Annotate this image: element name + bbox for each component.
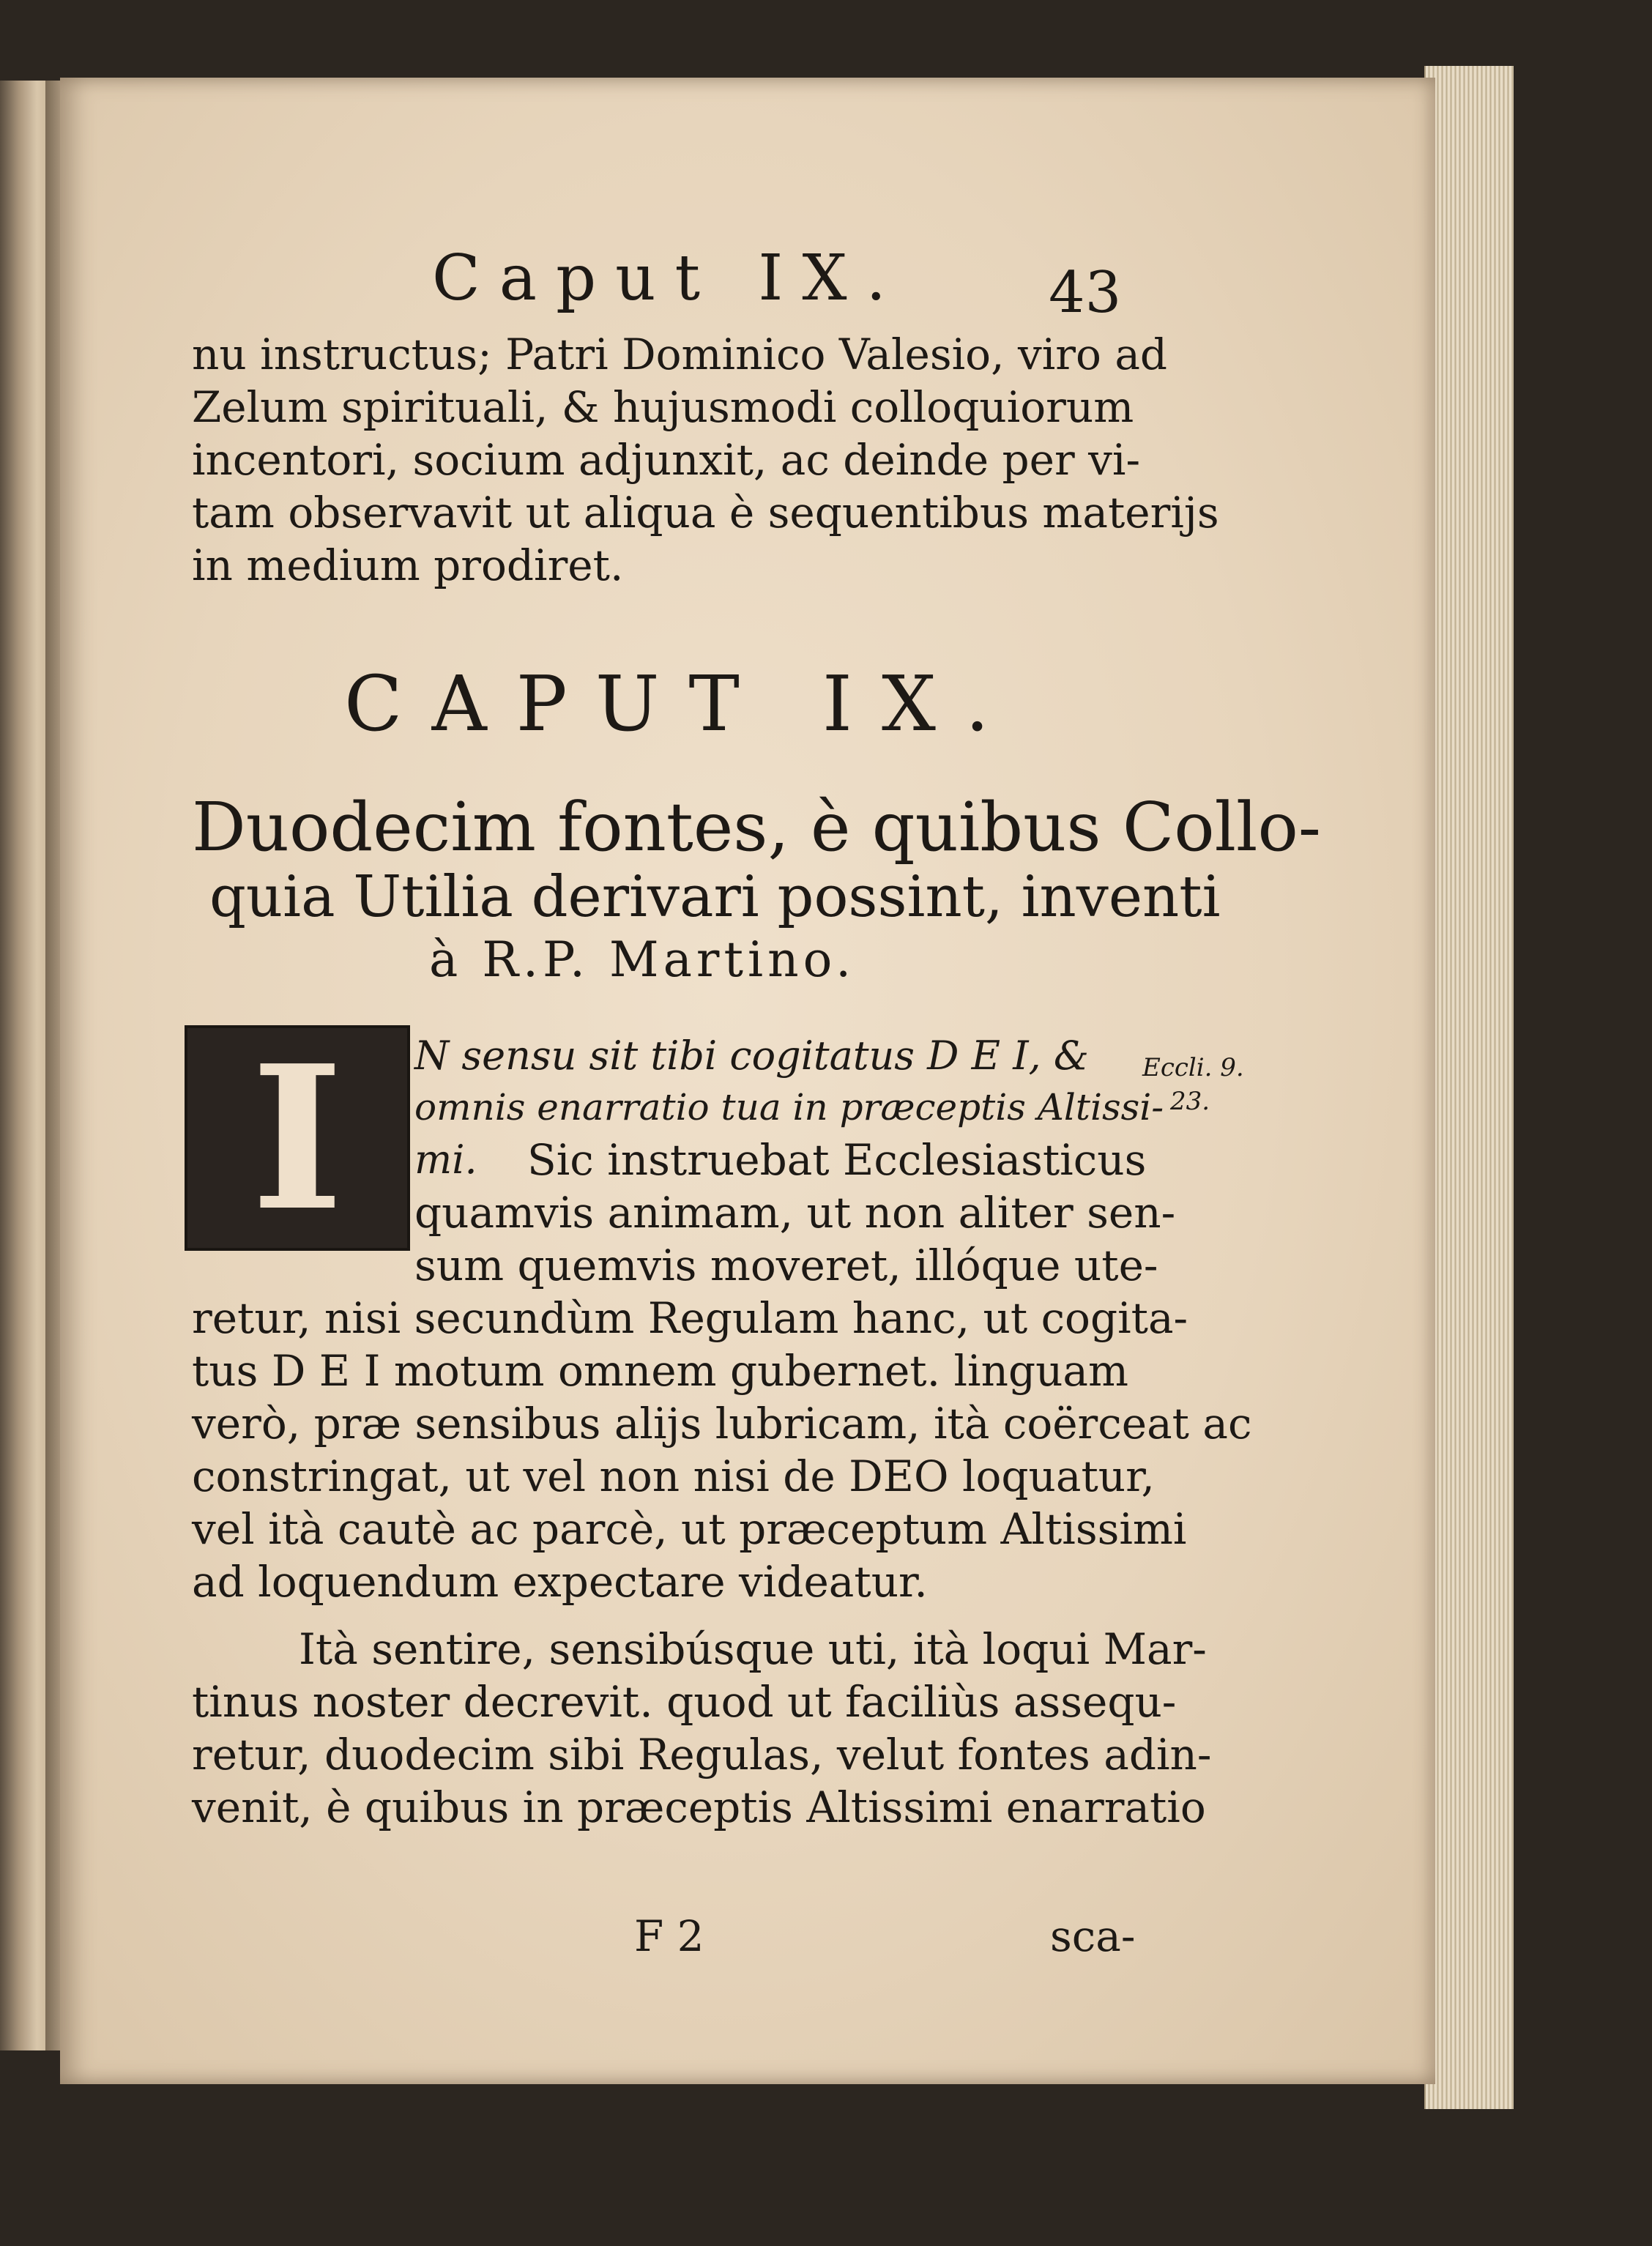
body-line: vel ità cautè ac parcè, ut præceptum Altissimi <box>192 1504 1187 1554</box>
chapter-heading: CAPUT IX. <box>344 659 1019 748</box>
body-line: quamvis animam, ut non aliter sen- <box>414 1188 1176 1238</box>
chapter-subtitle-line: Duodecim fontes, è quibus Collo- <box>192 788 1321 866</box>
continued-line: in medium prodiret. <box>192 540 624 590</box>
continued-line: tam observavit ut aliqua è sequentibus materijs <box>192 488 1219 538</box>
margin-reference: 23. <box>1170 1087 1210 1116</box>
body-line: Sic instruebat Ecclesiasticus <box>527 1135 1147 1185</box>
italic-line: omnis enarratio tua in præceptis Altissi- <box>414 1086 1164 1128</box>
decorated-initial <box>185 1022 410 1254</box>
body-line: retur, duodecim sibi Regulas, velut fontes adin- <box>192 1730 1212 1780</box>
italic-line: mi. <box>414 1137 477 1183</box>
continued-line: nu instructus; Patri Dominico Valesio, viro ad <box>192 330 1168 379</box>
body-line: ad loquendum expectare videatur. <box>192 1557 928 1607</box>
italic-line: N sensu sit tibi cogitatus D E I, & <box>414 1033 1089 1079</box>
chapter-subtitle-line: à R.P. Martino. <box>429 932 856 988</box>
catchword: sca- <box>1050 1911 1136 1961</box>
body-line: Ità sentire, sensibúsque uti, ità loqui Mar- <box>299 1624 1207 1674</box>
chapter-subtitle-line: quia Utilia derivari possint, inventi <box>209 864 1221 930</box>
body-line: sum quemvis moveret, illóque ute- <box>414 1241 1158 1290</box>
body-line: tinus noster decrevit. quod ut faciliùs assequ- <box>192 1677 1177 1727</box>
signature-mark: F 2 <box>634 1911 704 1961</box>
continued-line: Zelum spirituali, & hujusmodi colloquiorum <box>192 382 1134 432</box>
body-line: venit, è quibus in præceptis Altissimi enarratio <box>192 1782 1206 1832</box>
margin-reference: Eccli. 9. <box>1142 1053 1244 1082</box>
page-number: 43 <box>1049 260 1122 326</box>
drop-cap-letter: I <box>250 1022 344 1254</box>
body-line: verò, præ sensibus alijs lubricam, ità coërceat ac <box>192 1399 1252 1449</box>
body-line: constringat, ut vel non nisi de DEO loquatur, <box>192 1451 1155 1501</box>
page-block-edge <box>1424 66 1514 2109</box>
running-head-title: Caput IX. <box>432 242 905 315</box>
body-line: retur, nisi secundùm Regulam hanc, ut cogita- <box>192 1293 1188 1343</box>
continued-line: incentori, socium adjunxit, ac deinde per vi- <box>192 435 1141 485</box>
body-line: tus D E I motum omnem gubernet. linguam <box>192 1346 1129 1396</box>
